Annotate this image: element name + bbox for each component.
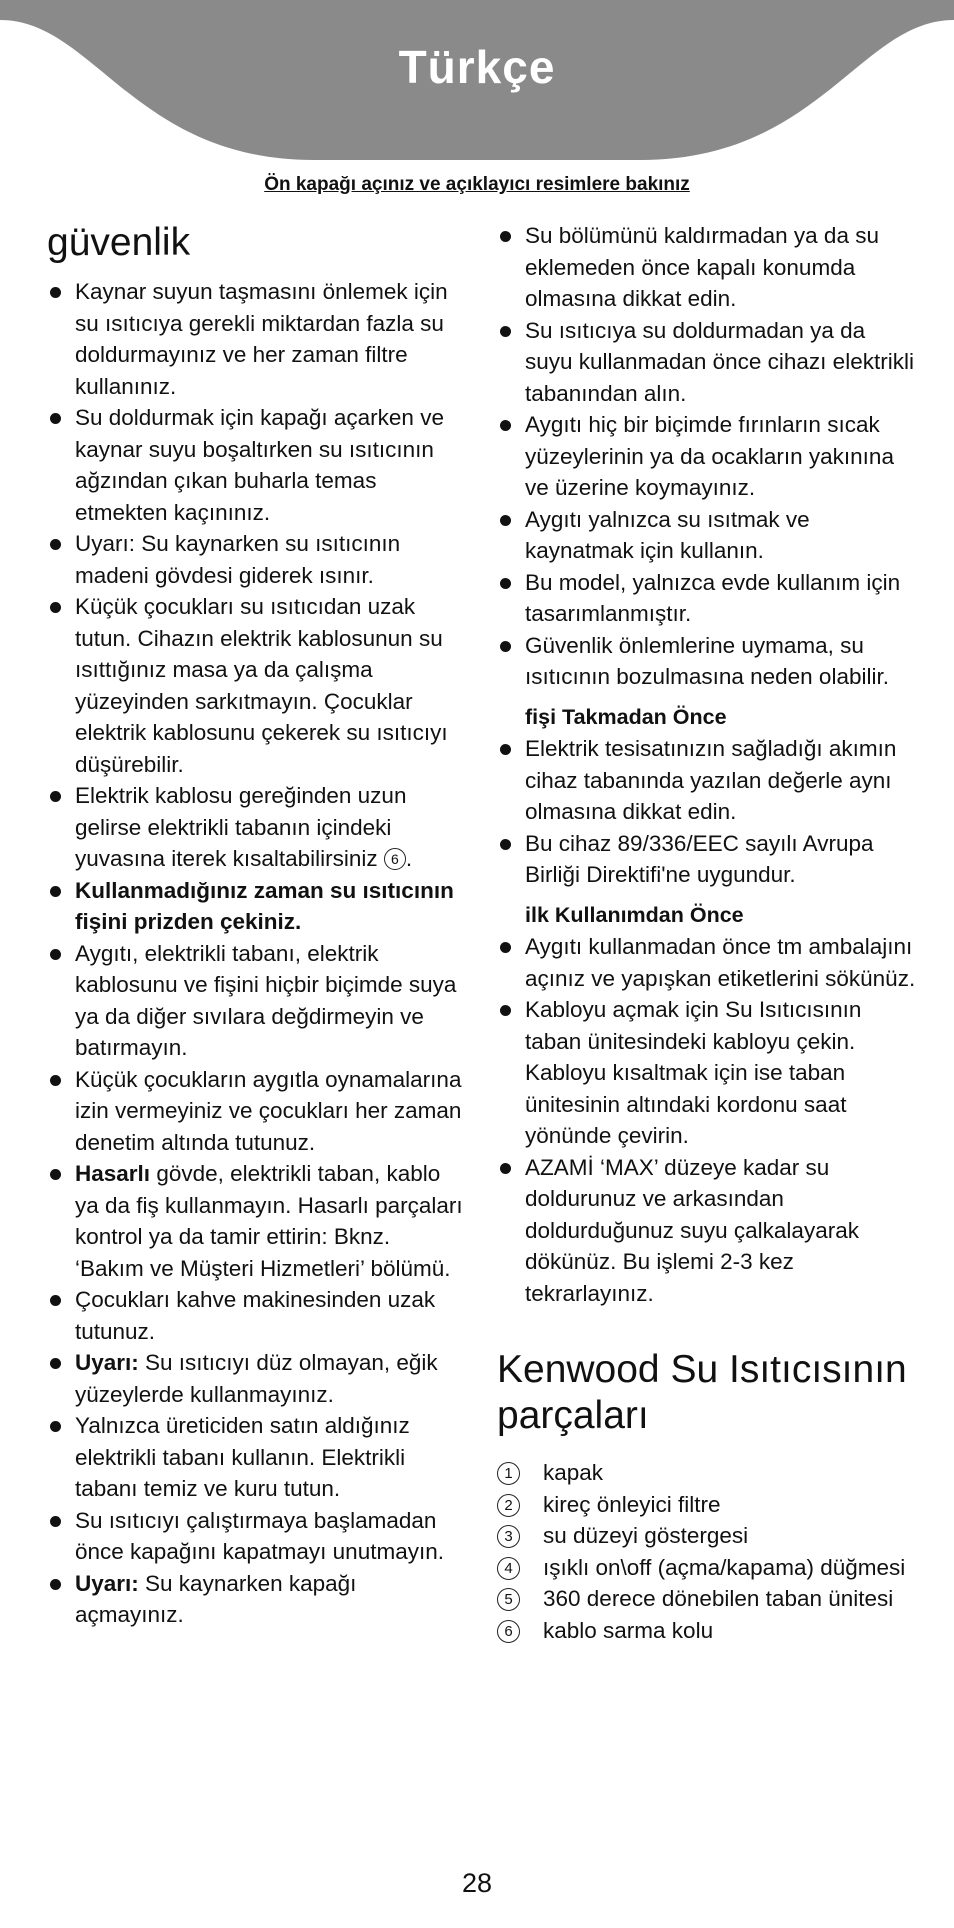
part-item [497,1457,917,1489]
part-label: kablo sarma kolu [543,1617,714,1643]
first-use-heading: ilk Kullanımdan Önce [525,902,744,927]
list-item: Aygıtı hiç bir biçimde fırınların sıcak yüzeylerinin ya da ocakların yakınına ve üzerine koymayınız. [497,409,917,504]
list-item: Küçük çocukları su ısıtıcıdan uzak tutun. Cihazın elektrik kablosunun su ısıttığınız masa ya da çalışma yüzeyinden sarkıtmayın. Çocuklar elektrik kablosunu çekerek su ısıtıcıyı düşürebilir. [47,591,465,780]
list-item: Çocukları kahve makinesinden uzak tutunuz. [47,1284,465,1347]
left-column [47,220,465,1631]
before-plug-list [497,733,917,891]
part-item [497,1615,917,1647]
list-item: Aygıtı yalnızca su ısıtmak ve kaynatmak için kullanın. [497,504,917,567]
list-item: Güvenlik önlemlerine uymama, su ısıtıcının bozulmasına neden olabilir. [497,630,917,693]
list-item: Aygıtı, elektrikli tabanı, elektrik kablosunu ve fişini hiçbir biçimde suya ya da diğer sıvılara değdirmeyin ve batırmayın. [47,938,465,1064]
list-item: Su ısıtıcıyı çalıştırmaya başlamadan önce kapağını kapatmayı unutmayın. [47,1505,465,1568]
part-label: kapak [543,1460,604,1485]
page-number: 28 [461,1868,493,1898]
part-item [497,1489,917,1521]
part-number-badge: 5 [497,1588,520,1611]
list-item-unplug: Kullanmadığınız zaman su ısıtıcının fişini prizden çekiniz. [47,875,465,938]
part-item [497,1552,917,1584]
damaged-bold: Hasarlı [75,1161,151,1186]
page-language-title: Türkçe [398,41,556,93]
list-item: Aygıtı kullanmadan önce tm ambalajını açınız ve yapışkan etiketlerini sökünüz. [497,931,917,994]
cord-end: . [405,846,413,871]
list-item: Elektrik tesisatınızın sağladığı akımın cihaz tabanında yazılan değerle aynı olmasına dikkat edin. [497,733,917,828]
part-item [497,1520,917,1552]
parts-list [497,1457,917,1646]
list-item: Küçük çocukların aygıtla oynamalarına izin vermeyiniz ve çocukları her zaman denetim altında tutunuz. [47,1064,465,1159]
damaged-rest: gövde, elektrikli taban, kablo ya da fiş kullanmayın. Hasarlı parçaları kontrol ya da tamir ettirin: Bknz. ‘Bakım ve Müşteri Hizmetleri’ bölümü. [75,1161,463,1281]
list-item-cord [47,780,465,875]
list-item: Kaynar suyun taşmasını önlemek için su ısıtıcıya gerekli miktardan fazla su doldurmayınız ve her zaman filtre kullanınız. [47,276,465,402]
right-column [497,220,917,1646]
part-item [497,1583,917,1615]
part-label: 360 derece dönebilen taban ünitesi [543,1586,894,1611]
list-item: Bu cihaz 89/336/EEC sayılı Avrupa Birliği Direktifi'ne uygundur. [497,828,917,891]
list-item: Su bölümünü kaldırmadan ya da su eklemeden önce kapalı konumda olmasına dikkat edin. [497,220,917,315]
list-item: Su doldurmak için kapağı açarken ve kaynar suyu boşaltırken su ısıtıcının ağzından çıkan buharla temas etmekten kaçınınız. [47,402,465,528]
warning-label: Uyarı: [75,1570,139,1596]
part-number-badge: 6 [497,1620,520,1643]
warning-text: Su ısıtıcıyı düz olmayan, eğik yüzeylerde kullanmayınız. [75,1350,438,1407]
list-item-damaged [47,1158,465,1284]
list-item: Uyarı: Su kaynarken su ısıtıcının madeni gövdesi giderek ısınır. [47,528,465,591]
part-label: su düzeyi göstergesi [543,1523,749,1548]
safety-list-continued [497,220,917,693]
list-item: AZAMİ ‘MAX’ düzeye kadar su doldurunuz ve arkasından doldurduğunuz suyu çalkalayarak dökünüz. Bu işlemi 2-3 kez tekrarlayınız. [497,1152,917,1310]
list-item: Bu model, yalnızca evde kullanım için tasarımlanmıştır. [497,567,917,630]
part-number-badge: 3 [497,1525,520,1548]
list-item: Su ısıtıcıya su doldurmadan ya da suyu kullanmadan önce cihazı elektrikli tabanından alın. [497,315,917,410]
parts-heading: Kenwood Su Isıtıcısının parçaları [497,1348,907,1437]
warning-label: Uyarı: [75,1350,139,1375]
part-ref-badge: 6 [384,848,406,870]
header-band [0,0,954,170]
first-use-list [497,931,917,1309]
part-label: kireç önleyici filtre [543,1491,721,1517]
part-number-badge: 4 [497,1557,520,1580]
part-number-badge: 2 [497,1494,520,1517]
list-item-warning-lid [47,1568,465,1631]
warning-text: Su kaynarken kapağı açmayınız. [75,1570,357,1627]
list-item: Kabloyu açmak için Su Isıtıcısının taban ünitesindeki kabloyu çekin. Kabloyu kısaltmak için ise taban ünitesinin altındaki kordonu saat yönünde çevirin. [497,994,917,1152]
list-item-warning-flat [47,1347,465,1410]
list-item: Yalnızca üreticiden satın aldığınız elektrikli tabanı kullanın. Elektrikli tabanı temiz ve kuru tutun. [47,1410,465,1505]
safety-heading: güvenlik [47,221,191,264]
before-plug-heading: fişi Takmadan Önce [525,704,727,729]
part-label: ışıklı on\off (açma/kapama) düğmesi [543,1554,906,1580]
cord-text: Elektrik kablosu gereğinden uzun gelirse elektrikli tabanın içindeki yuvasına iterek kısaltabilirsiniz [75,783,407,871]
part-number-badge: 1 [497,1462,520,1485]
safety-list [47,276,465,1631]
cover-instruction: Ön kapağı açınız ve açıklayıcı resimlere bakınız [264,174,690,195]
